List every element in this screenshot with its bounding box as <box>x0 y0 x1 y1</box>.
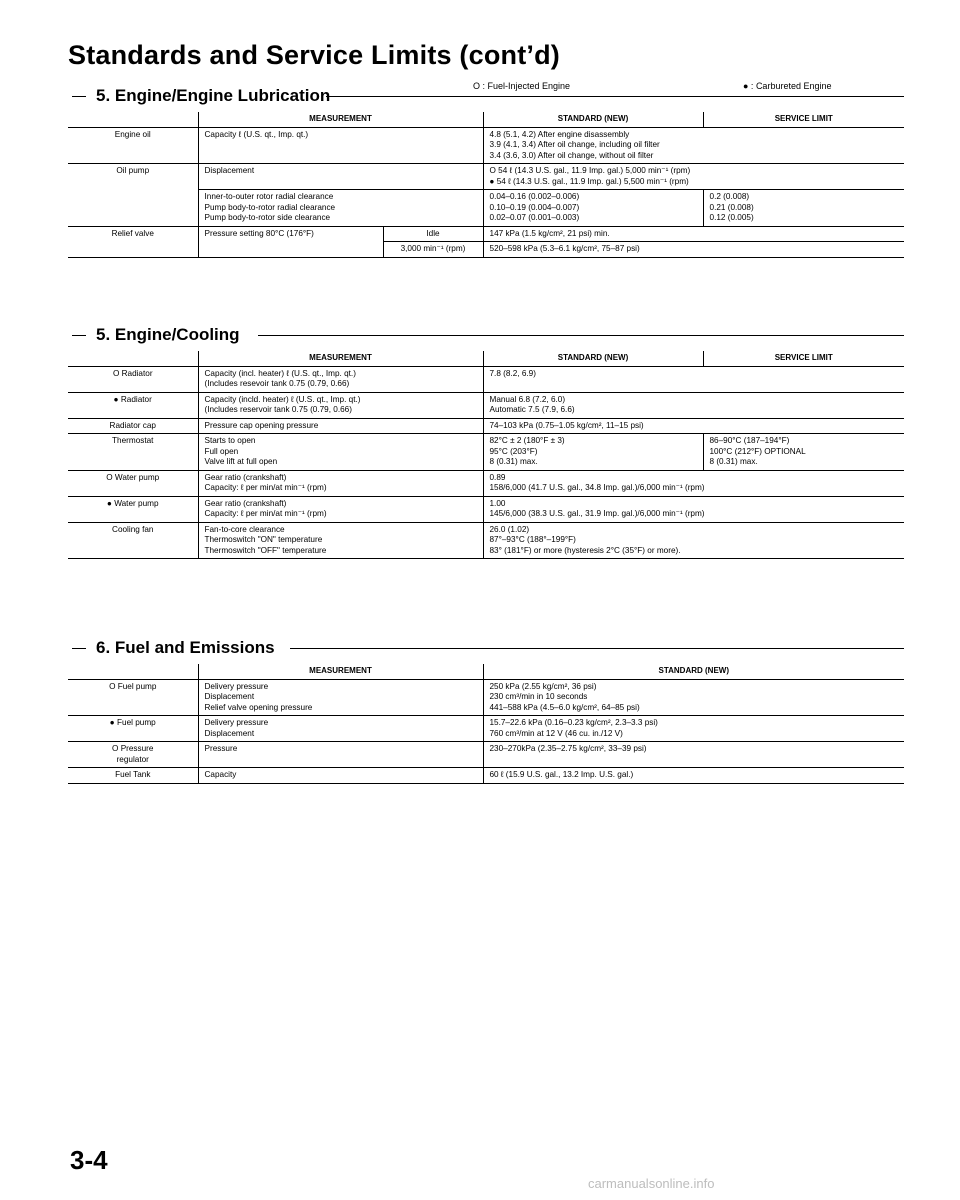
table-header-row <box>68 351 904 366</box>
lubrication-table <box>68 112 904 258</box>
header-standard: STANDARD (NEW) <box>483 112 703 127</box>
lubrication-title: 5. Engine/Engine Lubrication <box>96 86 331 105</box>
cooling-title: 5. Engine/Cooling <box>96 325 240 344</box>
row-standard: 7.8 (8.2, 6.9) <box>483 366 904 392</box>
row-sub-condition: Idle <box>383 226 483 242</box>
lubrication-heading <box>68 86 904 108</box>
row-standard: 0.04–0.16 (0.002–0.006) 0.10–0.19 (0.004–0.007) 0.02–0.07 (0.001–0.003) <box>483 190 703 227</box>
table-row <box>68 418 904 434</box>
row-item: Oil pump <box>68 164 198 227</box>
table-row <box>68 716 904 742</box>
watermark: carmanualsonline.info <box>588 1176 715 1191</box>
row-item: Engine oil <box>68 127 198 164</box>
table-row <box>68 679 904 716</box>
row-item: Cooling fan <box>68 522 198 559</box>
row-standard: O 54 ℓ (14.3 U.S. gal., 11.9 Imp. gal.) 5,000 min⁻¹ (rpm) ● 54 ℓ (14.3 U.S. gal., 11.9 Imp. gal.) 5,500 min⁻¹ (rpm) <box>483 164 904 190</box>
row-standard: 230–270kPa (2.35–2.75 kg/cm², 33–39 psi) <box>483 742 904 768</box>
table-row <box>68 768 904 784</box>
header-measurement: MEASUREMENT <box>198 664 483 679</box>
cooling-table <box>68 351 904 559</box>
legend-fuel-injected: O : Fuel-Injected Engine <box>473 81 571 91</box>
row-item: ● Fuel pump <box>68 716 198 742</box>
row-standard: Manual 6.8 (7.2, 6.0) Automatic 7.5 (7.9, 6.6) <box>483 392 904 418</box>
row-item: O Pressure regulator <box>68 742 198 768</box>
fuel-heading <box>68 638 904 660</box>
row-item: ● Radiator <box>68 392 198 418</box>
row-standard: 250 kPa (2.55 kg/cm², 36 psi) 230 cm³/min in 10 seconds 441–588 kPa (4.5–6.0 kg/cm², 64–85 psi) <box>483 679 904 716</box>
header-standard: STANDARD (NEW) <box>483 351 703 366</box>
table-row <box>68 522 904 559</box>
table-row <box>68 366 904 392</box>
row-item: ● Water pump <box>68 496 198 522</box>
row-measurement: Capacity (incld. heater) ℓ (U.S. qt., Imp. qt.) (Includes reservoir tank 0.75 (0.79, 0.66) <box>198 392 483 418</box>
table-row <box>68 164 904 190</box>
row-standard: 4.8 (5.1, 4.2) After engine disassembly 3.9 (4.1, 3.4) After oil change, including oil filter 3.4 (3.6, 3.0) After oil change, without oil filter <box>483 127 904 164</box>
row-measurement: Capacity (incl. heater) ℓ (U.S. qt., Imp. qt.) (Includes resevoir tank 0.75 (0.79, 0.66) <box>198 366 483 392</box>
row-standard: 147 kPa (1.5 kg/cm², 21 psi) min. <box>483 226 904 242</box>
table-row <box>68 226 904 242</box>
table-row <box>68 496 904 522</box>
row-standard: 0.89 158/6,000 (41.7 U.S. gal., 34.8 Imp. gal.)/6,000 min⁻¹ (rpm) <box>483 470 904 496</box>
row-measurement: Pressure <box>198 742 483 768</box>
row-item: O Radiator <box>68 366 198 392</box>
table-row <box>68 127 904 164</box>
row-item: Thermostat <box>68 434 198 471</box>
table-row <box>68 434 904 471</box>
row-standard: 26.0 (1.02) 87°–93°C (188°–199°F) 83° (181°F) or more (hysteresis 2°C (35°F) or more). <box>483 522 904 559</box>
row-standard: 520–598 kPa (5.3–6.1 kg/cm², 75–87 psi) <box>483 242 904 258</box>
row-measurement: Capacity ℓ (U.S. qt., Imp. qt.) <box>198 127 483 164</box>
row-measurement: Fan-to-core clearance Thermoswitch "ON" temperature Thermoswitch "OFF" temperature <box>198 522 483 559</box>
row-item: O Fuel pump <box>68 679 198 716</box>
row-item: Radiator cap <box>68 418 198 434</box>
row-service-limit: 86–90°C (187–194°F) 100°C (212°F) OPTIONAL 8 (0.31) max. <box>703 434 904 471</box>
row-measurement: Displacement <box>198 164 483 190</box>
table-row <box>68 470 904 496</box>
table-header-row <box>68 112 904 127</box>
row-measurement: Pressure cap opening pressure <box>198 418 483 434</box>
row-measurement: Gear ratio (crankshaft) Capacity: ℓ per min/at min⁻¹ (rpm) <box>198 470 483 496</box>
row-item: Fuel Tank <box>68 768 198 784</box>
row-standard: 82°C ± 2 (180°F ± 3) 95°C (203°F) 8 (0.31) max. <box>483 434 703 471</box>
row-measurement: Delivery pressure Displacement Relief valve opening pressure <box>198 679 483 716</box>
table-row <box>68 742 904 768</box>
fuel-title: 6. Fuel and Emissions <box>96 638 275 657</box>
row-item: Relief valve <box>68 226 198 257</box>
legend-carbureted: ● : Carbureted Engine <box>743 81 832 91</box>
row-measurement: Pressure setting 80°C (176°F) <box>198 226 383 257</box>
header-service-limit: SERVICE LIMIT <box>703 112 904 127</box>
header-measurement: MEASUREMENT <box>198 112 483 127</box>
row-item: O Water pump <box>68 470 198 496</box>
header-standard: STANDARD (NEW) <box>483 664 904 679</box>
page-number: 3-4 <box>70 1145 108 1175</box>
table-header-row <box>68 664 904 679</box>
row-standard: 74–103 kPa (0.75–1.05 kg/cm², 11–15 psi) <box>483 418 904 434</box>
header-measurement: MEASUREMENT <box>198 351 483 366</box>
row-service-limit: 0.2 (0.008) 0.21 (0.008) 0.12 (0.005) <box>703 190 904 227</box>
row-measurement: Capacity <box>198 768 483 784</box>
header-service-limit: SERVICE LIMIT <box>703 351 904 366</box>
row-measurement: Delivery pressure Displacement <box>198 716 483 742</box>
fuel-table <box>68 664 904 784</box>
row-measurement: Starts to open Full open Valve lift at full open <box>198 434 483 471</box>
row-standard: 60 ℓ (15.9 U.S. gal., 13.2 Imp. U.S. gal.) <box>483 768 904 784</box>
row-standard: 15.7–22.6 kPa (0.16–0.23 kg/cm², 2.3–3.3 psi) 760 cm³/min at 12 V (46 cu. in./12 V) <box>483 716 904 742</box>
table-row <box>68 392 904 418</box>
cooling-heading <box>68 325 904 347</box>
row-measurement: Gear ratio (crankshaft) Capacity: ℓ per min/at min⁻¹ (rpm) <box>198 496 483 522</box>
row-sub-condition: 3,000 min⁻¹ (rpm) <box>383 242 483 258</box>
row-standard: 1.00 145/6,000 (38.3 U.S. gal., 31.9 Imp. gal.)/6,000 min⁻¹ (rpm) <box>483 496 904 522</box>
row-measurement: Inner-to-outer rotor radial clearance Pump body-to-rotor radial clearance Pump body-to-rotor side clearance <box>198 190 483 227</box>
page-title: Standards and Service Limits (cont’d) <box>68 40 561 70</box>
